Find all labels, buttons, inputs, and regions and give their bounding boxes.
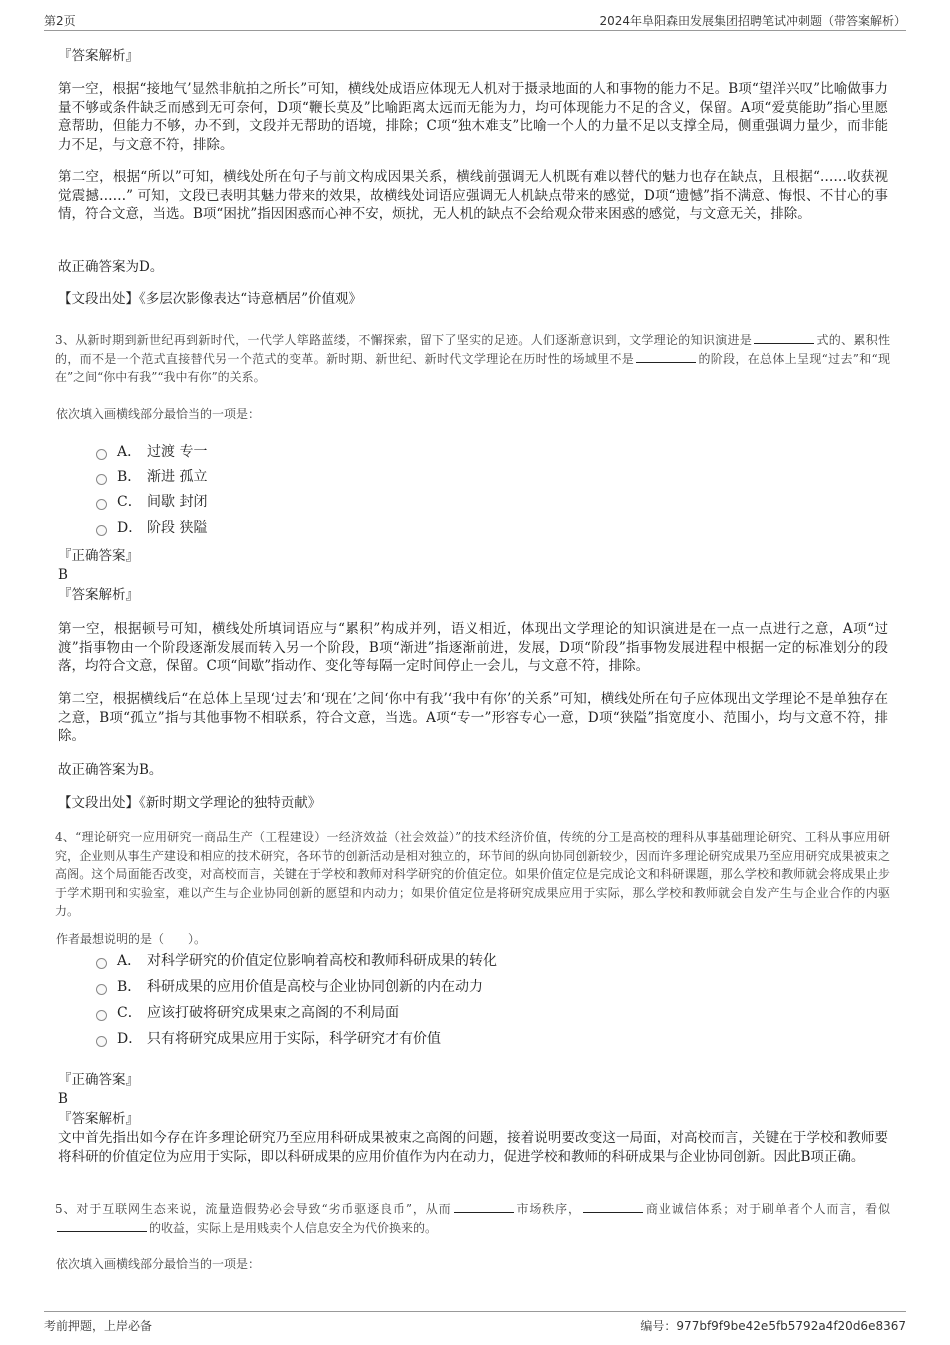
q4-option-d[interactable]: D． 只有将研究成果应用于实际，科学研究才有价值: [96, 1030, 441, 1048]
q3-source: 【文段出处】《新时期文学理论的独特贡献》: [58, 795, 322, 811]
blank-1: [454, 1200, 514, 1213]
page-number: 第2页: [44, 14, 76, 28]
page-footer: [44, 1311, 906, 1338]
blank-1: [754, 331, 814, 344]
page-header: [44, 8, 906, 31]
q2-source: 【文段出处】《多层次影像表达“诗意栖居”价值观》: [58, 291, 363, 307]
q4-stem: 4、“理论研究一应用研究一商品生产（工程建设）一经济效益（社会效益）”的技术经济价值，传统的分工是高校的理科从事基础理论研究、工科从事应用研究，企业则从事生产建设和相应的技术研究，各环节的创新活动是相对独立的，环节间的纵向协同创新较少，因而许多理论研究成果乃至应用研究成果被束之高阁。这个局面能否改变，对高校而言，关键在于学校和教师对科学研究的价值定位。如果价值定位是完成论文和科研课题，那么学校和教师就会将成果止步于学术期刊和实验室，难以产生与企业协同创新的愿望和内动力；如果价值定位是将研究成果应用于实际，那么学校和教师就会自发产生与企业合作的内驱力。: [55, 830, 890, 918]
radio-icon[interactable]: [96, 449, 107, 460]
q4-option-a[interactable]: A． 对科学研究的价值定位影响着高校和教师科研成果的转化: [96, 952, 497, 970]
q3-option-b[interactable]: B． 渐进 孤立: [96, 468, 207, 486]
q3-option-a[interactable]: A． 过渡 专一: [96, 443, 207, 461]
blank-2: [636, 350, 696, 363]
q5-stem: 5、对于互联网生态来说，流量造假势必会导致“劣币驱逐良币”，从而 市场秩序， 商业诚信体系；对于刷单者个人而言，看似的收益，实际上是用贱卖个人信息安全为代价换来的。: [55, 1202, 890, 1235]
q3-stem: 3、从新时期到新世纪再到新时代，一代学人筚路蓝缕，不懈探索，留下了坚实的足迹。人们逐渐意识到，文学理论的知识演进是 式的、累积性的，而不是一个范式直接替代另一个范式的变革。新时期、新世纪、新时代文学理论在历时性的场域里不是 的阶段，在总体上呈现“过去”和“现在”之间“你中有我”“我中有你”的关系。: [55, 333, 890, 384]
document-title: 2024年阜阳森田发展集团招聘笔试冲刺题（带答案解析）: [599, 14, 906, 28]
q3-answer-tag: 『正确答案』: [58, 548, 139, 564]
q2-analysis-para2: 第二空，根据“所以”可知，横线处所在句子与前文构成因果关系，横线前强调无人机既有难以替代的魅力也存在缺点，且根据“……收获视觉震撼……” 可知，文段已表明其魅力带来的效果，故横线处词语应强调无人机缺点带来的感觉，D项“遗憾”指不满意、悔恨、不甘心的事情，符合文意，当选。B项“困扰”指因困惑而心神不安，烦扰，无人机的缺点不会给观众带来困惑的感觉，与文意无关，排除。: [58, 169, 888, 222]
q2-analysis-para1: 第一空，根据“接地气’显然非航拍之所长”可知，横线处成语应体现无人机对于摄录地面的人和事物的能力不足。B项“望洋兴叹”比喻做事力量不够或条件缺乏而感到无可奈何，D项“鞭长莫及”比喻距离太远而无能为力，均可体现能力不足的含义，保留。A项“爱莫能助”指心里愿意帮助，但能力不够，办不到，文段并无帮助的语境，排除；C项“独木难支”比喻一个人的力量不足以支撑全局，侧重强调力量少，而非能力不足，与文意不符，排除。: [58, 81, 888, 153]
radio-icon[interactable]: [96, 474, 107, 485]
q3-conclusion: 故正确答案为B。: [58, 762, 163, 778]
q2-conclusion: 故正确答案为D。: [58, 259, 164, 275]
radio-icon[interactable]: [96, 499, 107, 510]
footer-slogan: 考前押题，上岸必备: [44, 1319, 153, 1333]
q4-analysis-tag: 『答案解析』: [58, 1111, 139, 1127]
q4-option-c[interactable]: C． 应该打破将研究成果束之高阁的不利局面: [96, 1004, 399, 1022]
q4-answer: B: [58, 1091, 68, 1107]
q3-option-c[interactable]: C． 间歇 封闭: [96, 493, 207, 511]
radio-icon[interactable]: [96, 1036, 107, 1047]
q3-instruction: 依次填入画横线部分最恰当的一项是：: [56, 407, 261, 421]
q4-analysis: 文中首先指出如今存在许多理论研究乃至应用科研成果被束之高阁的问题，接着说明要改变这一局面，对高校而言，关键在于学校和教师要将科研的价值定位为应用于实际，即以科研成果的应用价值作为内在动力，促进学校和教师的科研成果与企业协同创新。因此B项正确。: [58, 1130, 888, 1165]
q4-option-b[interactable]: B． 科研成果的应用价值是高校与企业协同创新的内在动力: [96, 978, 483, 996]
q5-instruction: 依次填入画横线部分最恰当的一项是：: [56, 1257, 261, 1271]
radio-icon[interactable]: [96, 984, 107, 995]
q3-analysis-para1: 第一空，根据顿号可知，横线处所填词语应与“累积”构成并列，语义相近，体现出文学理论的知识演进是在一点一点进行之意，A项“过渡”指事物由一个阶段逐渐发展而转入另一个阶段，B项“渐进”指逐渐前进，发展，D项“阶段”指事物发展进程中根据一定的标准划分的段落，均符合文意，保留。C项“间歇”指动作、变化等每隔一定时间停止一会儿，与文意不符，排除。: [58, 621, 888, 674]
blank-2: [583, 1200, 643, 1213]
footer-serial: 编号：977bf9f9be42e5fb5792a4f20d6e8367: [640, 1319, 906, 1333]
q2-analysis-tag: 『答案解析』: [58, 48, 139, 64]
q3-answer: B: [58, 567, 68, 583]
q3-analysis-para2: 第二空，根据横线后“在总体上呈现‘过去’和‘现在’之间‘你中有我’‘我中有你’的关系”可知，横线处所在句子应体现出文学理论不是单独存在之意，B项“孤立”指与其他事物不相联系，符合文意，当选。A项“专一”形容专心一意，D项“狭隘”指宽度小、范围小，均与文意不符，排除。: [58, 691, 888, 744]
radio-icon[interactable]: [96, 1010, 107, 1021]
radio-icon[interactable]: [96, 525, 107, 536]
radio-icon[interactable]: [96, 958, 107, 969]
blank-3: [57, 1219, 147, 1232]
q3-analysis-tag: 『答案解析』: [58, 587, 139, 603]
q3-option-d[interactable]: D． 阶段 狭隘: [96, 519, 207, 537]
q4-answer-tag: 『正确答案』: [58, 1072, 139, 1088]
q4-question: 作者最想说明的是（ ）。: [56, 932, 207, 946]
